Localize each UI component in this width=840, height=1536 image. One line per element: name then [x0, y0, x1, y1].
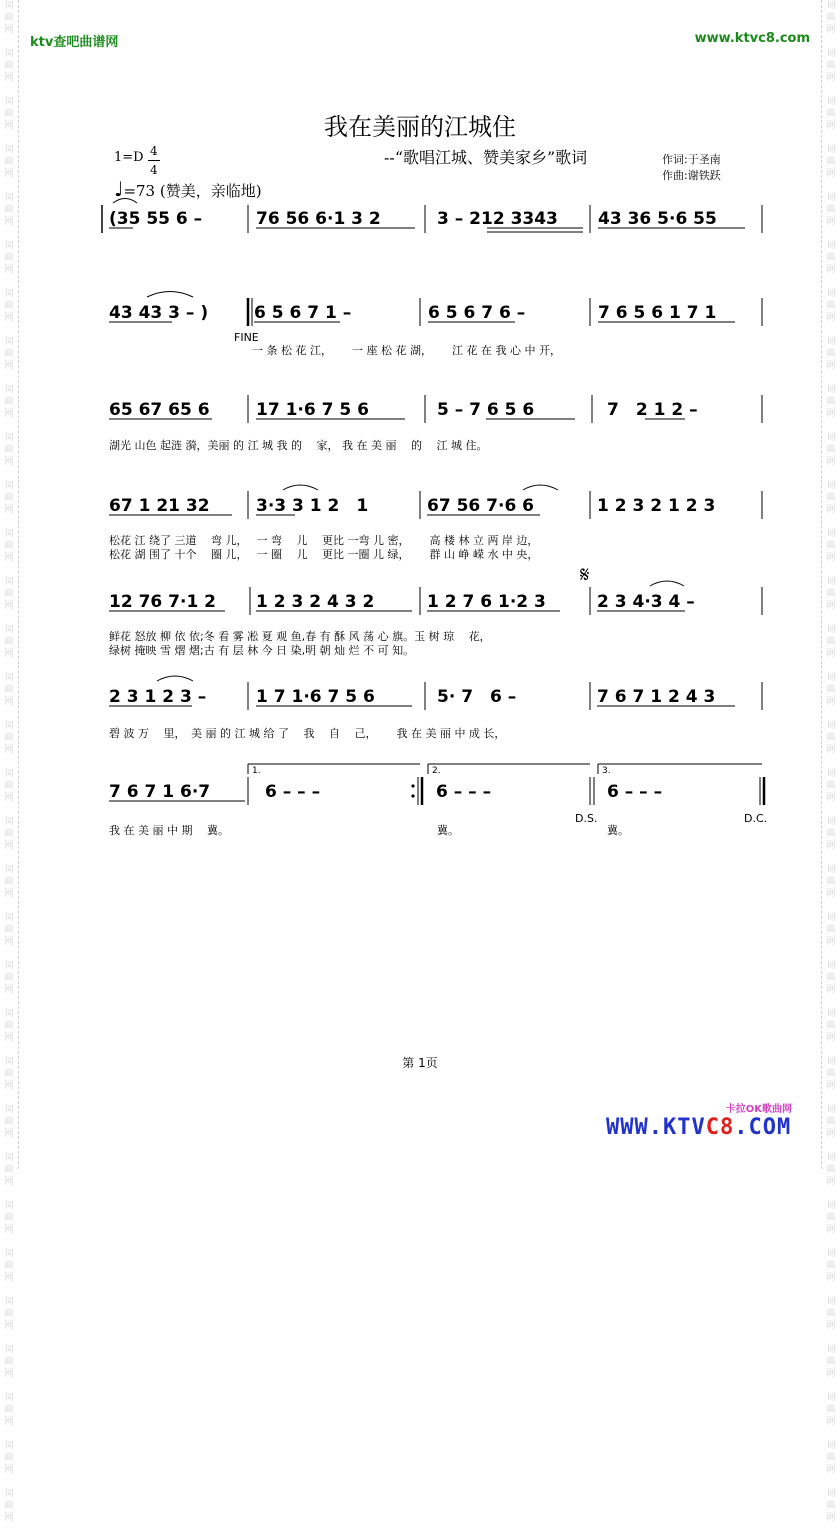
logo-url-tail: .COM	[734, 1115, 792, 1140]
watermark-char: 网	[4, 1081, 14, 1091]
watermark-char: 词	[4, 865, 14, 875]
logo-url-main: WWW.KTV	[606, 1115, 706, 1140]
watermark-char: 曲	[826, 733, 836, 743]
watermark-char: 词	[826, 385, 836, 395]
notes-r1-b: 76 56 6·1 3 2	[256, 209, 381, 229]
watermark-char: 曲	[826, 109, 836, 119]
watermark-char: 网	[826, 25, 836, 35]
watermark-char: 网	[826, 1369, 836, 1379]
watermark-char: 曲	[826, 877, 836, 887]
watermark-char: 词	[4, 769, 14, 779]
watermark-char: 词	[4, 385, 14, 395]
watermark-char: 网	[826, 697, 836, 707]
watermark-char: 网	[4, 1513, 14, 1523]
watermark-char: 曲	[4, 1165, 14, 1175]
watermark-gap	[822, 1380, 840, 1392]
watermark-gap	[822, 1236, 840, 1248]
watermark-char: 曲	[826, 781, 836, 791]
watermark-char: 词	[4, 1057, 14, 1067]
watermark-char: 网	[4, 793, 14, 803]
watermark-gap	[822, 1524, 840, 1536]
watermark-char: 曲	[826, 973, 836, 983]
watermark-char: 网	[826, 889, 836, 899]
watermark-char: 曲	[826, 1261, 836, 1271]
watermark-char: 曲	[826, 541, 836, 551]
logo-tagline: 卡拉OK歌曲网	[725, 1104, 792, 1115]
watermark-char: 网	[4, 25, 14, 35]
notes-r1-a: (35 55 6 –	[109, 209, 203, 229]
watermark-char: 曲	[4, 877, 14, 887]
notes-r3-a: 65 67 65 6	[109, 400, 210, 420]
watermark-char: 词	[826, 1153, 836, 1163]
watermark-char: 曲	[4, 1501, 14, 1511]
watermark-char: 词	[4, 145, 14, 155]
watermark-char: 词	[826, 1249, 836, 1259]
watermark-char: 词	[826, 1105, 836, 1115]
notes-r2-c: 6 5 6 7 6 –	[428, 303, 526, 323]
watermark-gap	[0, 1188, 18, 1200]
watermark-char: 词	[4, 1201, 14, 1211]
notes-r5-b: 1 2 3 2 4 3 2	[256, 592, 375, 612]
dc-mark: D.C.	[744, 812, 768, 825]
watermark-char: 网	[4, 409, 14, 419]
watermark-char: 曲	[4, 157, 14, 167]
watermark-char: 网	[826, 985, 836, 995]
watermark-char: 词	[4, 97, 14, 107]
watermark-char: 网	[4, 1321, 14, 1331]
watermark-char: 词	[4, 1009, 14, 1019]
watermark-char: 网	[4, 553, 14, 563]
watermark-char: 曲	[826, 349, 836, 359]
watermark-char: 网	[826, 1081, 836, 1091]
watermark-char: 网	[4, 1465, 14, 1475]
watermark-char: 词	[4, 481, 14, 491]
notation-row-6	[109, 676, 762, 710]
lyrics-line-5b: 绿树 掩映 雪 熠 熠;古 有 层 林 今 日 染,明 朝 灿 烂 不 可 知。	[109, 644, 415, 657]
watermark-char: 词	[826, 1297, 836, 1307]
watermark-char: 网	[4, 169, 14, 179]
watermark-char: 词	[4, 1249, 14, 1259]
watermark-char: 曲	[4, 1357, 14, 1367]
lyrics-line-4b: 松花 湖 围了 十个 圈 儿， 一 圈 儿 更比 一圈 儿 绿， 群 山 峥 嵘 水 中 央，	[109, 548, 539, 561]
watermark-char: 曲	[4, 1117, 14, 1127]
watermark-char: 词	[4, 913, 14, 923]
watermark-char: 曲	[4, 1069, 14, 1079]
watermark-char: 曲	[4, 253, 14, 263]
watermark-char: 曲	[826, 1165, 836, 1175]
watermark-char: 词	[4, 241, 14, 251]
notes-r5-a: 12 76 7·1 2	[109, 592, 217, 612]
lyrics-line-4a: 松花 江 绕了 三道 弯 儿， 一 弯 儿 更比 一弯 儿 密， 高 楼 林 立 两 岸 边，	[109, 534, 539, 547]
watermark-char: 曲	[826, 1117, 836, 1127]
watermark-char: 网	[826, 1177, 836, 1187]
watermark-char: 网	[4, 649, 14, 659]
page-number: 第 1页	[402, 1056, 438, 1070]
time-sig-bottom: 4	[150, 163, 158, 177]
watermark-char: 曲	[826, 1405, 836, 1415]
watermark-char: 曲	[4, 781, 14, 791]
watermark-char: 网	[826, 121, 836, 131]
watermark-char: 网	[826, 313, 836, 323]
watermark-char: 词	[826, 961, 836, 971]
watermark-char: 网	[826, 457, 836, 467]
logo-url-c8: C8	[705, 1115, 735, 1140]
watermark-char: 词	[826, 913, 836, 923]
notation-row-1	[102, 199, 762, 234]
watermark-char: 网	[4, 1417, 14, 1427]
tempo-expression: (赞美，亲临地)	[159, 182, 262, 200]
watermark-gap	[822, 1428, 840, 1440]
watermark-char: 词	[4, 1393, 14, 1403]
lyrics-line-7a: 我 在 美 丽 中 期 冀。	[109, 824, 229, 837]
watermark-char: 网	[4, 121, 14, 131]
volta-2: 2.	[432, 766, 441, 776]
notes-r4-c: 67 56 7·6 6	[427, 496, 535, 516]
site-url-right[interactable]: www.ktvc8.com	[694, 31, 810, 46]
segno-mark: 𝄋	[580, 563, 590, 588]
watermark-char: 曲	[826, 1213, 836, 1223]
watermark-char: 词	[826, 97, 836, 107]
watermark-char: 网	[826, 1513, 836, 1523]
watermark-char: 网	[826, 937, 836, 947]
watermark-char: 曲	[826, 397, 836, 407]
notes-r1-d: 43 36 5·6 55	[598, 209, 717, 229]
watermark-char: 网	[4, 1225, 14, 1235]
watermark-char: 网	[826, 1225, 836, 1235]
watermark-gap	[822, 1476, 840, 1488]
notation-row-4	[109, 485, 762, 519]
watermark-char: 曲	[826, 685, 836, 695]
watermark-char: 曲	[4, 1405, 14, 1415]
watermark-char: 曲	[4, 13, 14, 23]
watermark-char: 网	[826, 1273, 836, 1283]
watermark-char: 曲	[4, 589, 14, 599]
watermark-char: 词	[826, 1201, 836, 1211]
watermark-char: 曲	[4, 1213, 14, 1223]
watermark-char: 曲	[4, 637, 14, 647]
notes-r7-b: 6 – – –	[265, 782, 321, 802]
watermark-char: 曲	[826, 1453, 836, 1463]
watermark-char: 网	[826, 841, 836, 851]
watermark-char: 网	[826, 73, 836, 83]
watermark-char: 词	[826, 337, 836, 347]
watermark-char: 曲	[826, 253, 836, 263]
watermark-char: 词	[826, 1345, 836, 1355]
tempo-value: =73	[123, 182, 156, 200]
watermark-char: 曲	[826, 157, 836, 167]
watermark-char: 曲	[826, 205, 836, 215]
watermark-char: 网	[4, 217, 14, 227]
ds-mark: D.S.	[575, 812, 598, 825]
watermark-char: 网	[826, 1033, 836, 1043]
notation-row-3	[109, 395, 762, 423]
watermark-char: 词	[4, 721, 14, 731]
notes-r2-b: 6 5 6 7 1 –	[254, 303, 352, 323]
watermark-char: 网	[4, 985, 14, 995]
watermark-gap	[822, 1188, 840, 1200]
watermark-char: 曲	[4, 925, 14, 935]
watermark-char: 词	[826, 49, 836, 59]
watermark-char: 网	[4, 937, 14, 947]
watermark-char: 曲	[826, 61, 836, 71]
watermark-char: 曲	[826, 1501, 836, 1511]
volta-1: 1.	[252, 766, 261, 776]
watermark-char: 词	[826, 865, 836, 875]
watermark-char: 词	[4, 1153, 14, 1163]
watermark-char: 网	[4, 1369, 14, 1379]
watermark-gap	[0, 1380, 18, 1392]
watermark-char: 词	[826, 145, 836, 155]
watermark-char: 词	[4, 673, 14, 683]
watermark-char: 词	[4, 193, 14, 203]
watermark-char: 词	[4, 529, 14, 539]
watermark-char: 网	[4, 841, 14, 851]
watermark-char: 词	[4, 577, 14, 587]
watermark-char: 网	[4, 361, 14, 371]
watermark-gap	[0, 1428, 18, 1440]
watermark-char: 词	[4, 1, 14, 11]
watermark-char: 曲	[4, 301, 14, 311]
notes-r6-b: 1 7 1·6 7 5 6	[256, 687, 375, 707]
watermark-char: 网	[826, 265, 836, 275]
watermark-char: 网	[826, 601, 836, 611]
watermark-char: 曲	[826, 637, 836, 647]
watermark-char: 网	[4, 745, 14, 755]
watermark-char: 网	[4, 601, 14, 611]
watermark-char: 词	[826, 769, 836, 779]
notes-r6-d: 7 6 7 1 2 4 3	[597, 687, 716, 707]
fine-mark: FINE	[234, 331, 259, 344]
watermark-char: 网	[826, 505, 836, 515]
song-title: 我在美丽的江城住	[324, 113, 516, 141]
watermark-char: 网	[4, 1129, 14, 1139]
site-name-left[interactable]: ktv查吧曲谱网	[30, 35, 119, 50]
watermark-char: 曲	[4, 829, 14, 839]
time-sig-top: 4	[148, 142, 160, 161]
notes-r5-c: 1 2 7 6 1·2 3	[427, 592, 546, 612]
watermark-char: 词	[4, 49, 14, 59]
watermark-gap	[0, 1476, 18, 1488]
notes-r3-d: 7 2 1 2 –	[607, 400, 698, 420]
watermark-char: 网	[4, 1033, 14, 1043]
watermark-char: 网	[4, 313, 14, 323]
watermark-char: 曲	[4, 205, 14, 215]
watermark-char: 曲	[4, 1261, 14, 1271]
watermark-char: 网	[4, 1177, 14, 1187]
notes-r3-c: 5 – 7 6 5 6	[437, 400, 535, 420]
watermark-char: 词	[4, 817, 14, 827]
watermark-char: 曲	[4, 973, 14, 983]
watermark-char: 网	[4, 1273, 14, 1283]
notes-r4-a: 67 1 21 32	[109, 496, 210, 516]
watermark-char: 曲	[4, 1453, 14, 1463]
watermark-char: 词	[826, 577, 836, 587]
watermark-char: 曲	[4, 685, 14, 695]
site-logo[interactable]	[606, 1100, 816, 1146]
watermark-char: 词	[826, 1441, 836, 1451]
watermark-char: 词	[4, 1105, 14, 1115]
watermark-char: 网	[826, 409, 836, 419]
watermark-char: 词	[826, 1, 836, 11]
watermark-char: 词	[826, 1057, 836, 1067]
watermark-char: 网	[4, 457, 14, 467]
notes-r7-d: 6 – – –	[607, 782, 663, 802]
watermark-char: 网	[4, 505, 14, 515]
watermark-char: 曲	[826, 445, 836, 455]
notes-r7-c: 6 – – –	[436, 782, 492, 802]
watermark-char: 曲	[826, 301, 836, 311]
watermark-char: 网	[4, 73, 14, 83]
lyrics-line-3: 湖光 山色 起涟 漪，美丽 的 江 城 我 的 家， 我 在 美 丽 的 江 城 住。	[109, 439, 488, 452]
watermark-char: 词	[826, 673, 836, 683]
watermark-char: 网	[826, 361, 836, 371]
watermark-char: 词	[826, 1489, 836, 1499]
watermark-char: 曲	[826, 1021, 836, 1031]
watermark-char: 曲	[826, 589, 836, 599]
quarter-note-icon: ♩	[114, 177, 124, 201]
watermark-char: 曲	[826, 1309, 836, 1319]
lyrics-line-7b: 冀。	[437, 824, 459, 837]
lyricist: 作词:于圣南	[662, 153, 721, 166]
lyrics-line-6: 碧 波 万 里， 美 丽 的 江 城 给 了 我 自 己， 我 在 美 丽 中 成 长，	[109, 727, 506, 740]
watermark-char: 曲	[826, 829, 836, 839]
notation-row-5	[109, 581, 762, 615]
volta-3: 3.	[602, 766, 611, 776]
watermark-char: 网	[826, 1417, 836, 1427]
watermark-char: 曲	[826, 925, 836, 935]
notes-r3-b: 17 1·6 7 5 6	[256, 400, 369, 420]
watermark-char: 网	[826, 553, 836, 563]
watermark-gap	[822, 1284, 840, 1296]
watermark-char: 网	[826, 793, 836, 803]
watermark-char: 词	[4, 625, 14, 635]
notes-r6-a: 2 3 1 2 3 –	[109, 687, 207, 707]
notation-row-2	[109, 292, 762, 327]
watermark-char: 网	[826, 745, 836, 755]
watermark-char: 词	[4, 1489, 14, 1499]
song-subtitle: --“歌唱江城、赞美家乡”歌词	[384, 148, 588, 167]
watermark-char: 词	[826, 433, 836, 443]
watermark-char: 曲	[826, 493, 836, 503]
watermark-char: 曲	[4, 541, 14, 551]
watermark-char: 词	[4, 289, 14, 299]
watermark-char: 网	[826, 217, 836, 227]
lyrics-line-2: 一 条 松 花 江， 一 座 松 花 湖， 江 花 在 我 心 中 开，	[252, 344, 561, 357]
watermark-char: 网	[826, 169, 836, 179]
watermark-char: 网	[4, 265, 14, 275]
watermark-char: 词	[826, 721, 836, 731]
watermark-char: 词	[826, 817, 836, 827]
watermark-char: 网	[4, 697, 14, 707]
watermark-char: 词	[826, 1393, 836, 1403]
notes-r7-a: 7 6 7 1 6·7	[109, 782, 211, 802]
watermark-char: 网	[826, 1129, 836, 1139]
watermark-gap	[0, 1236, 18, 1248]
watermark-char: 词	[826, 481, 836, 491]
lyrics-line-7c: 冀。	[607, 824, 629, 837]
watermark-char: 曲	[4, 493, 14, 503]
notes-r4-b: 3·3 3 1 2 1	[256, 496, 369, 516]
watermark-gap	[0, 1284, 18, 1296]
key-signature: 1=D	[114, 150, 144, 165]
notes-r2-d: 7 6 5 6 1 7 1	[598, 303, 717, 323]
watermark-char: 网	[826, 1465, 836, 1475]
watermark-char: 网	[826, 1321, 836, 1331]
watermark-char: 词	[826, 1009, 836, 1019]
watermark-char: 曲	[826, 1069, 836, 1079]
watermark-char: 词	[4, 1441, 14, 1451]
watermark-char: 曲	[4, 397, 14, 407]
watermark-char: 曲	[4, 349, 14, 359]
watermark-char: 词	[4, 1297, 14, 1307]
watermark-gap	[0, 1332, 18, 1344]
watermark-char: 词	[826, 529, 836, 539]
watermark-char: 曲	[826, 13, 836, 23]
watermark-char: 词	[826, 625, 836, 635]
watermark-char: 网	[4, 889, 14, 899]
notes-r4-d: 1 2 3 2 1 2 3	[597, 496, 716, 516]
watermark-char: 曲	[4, 1021, 14, 1031]
notes-r5-d: 2 3 4·3 4 –	[597, 592, 695, 612]
watermark-gap	[0, 1524, 18, 1536]
notes-r1-c: 3 – 212 3343	[437, 209, 558, 229]
composer: 作曲:谢铁跃	[662, 169, 721, 182]
notes-r6-c: 5· 7 6 –	[437, 687, 517, 707]
watermark-char: 曲	[4, 109, 14, 119]
watermark-char: 曲	[826, 1357, 836, 1367]
watermark-char: 曲	[4, 445, 14, 455]
watermark-char: 曲	[4, 61, 14, 71]
logo-url	[606, 1115, 816, 1140]
watermark-char: 曲	[4, 1309, 14, 1319]
watermark-gap	[822, 1332, 840, 1344]
watermark-char: 网	[826, 649, 836, 659]
notes-r2-a: 43 43 3 – )	[109, 303, 209, 323]
watermark-char: 词	[826, 241, 836, 251]
watermark-char: 曲	[4, 733, 14, 743]
watermark-char: 词	[4, 433, 14, 443]
watermark-char: 词	[4, 1345, 14, 1355]
lyrics-line-5a: 鲜花 怒放 柳 依 依;冬 看 雾 凇 夏 观 鱼,春 有 酥 风 荡 心 旗。玉 树 琼 花，	[109, 630, 491, 643]
watermark-char: 词	[4, 961, 14, 971]
watermark-char: 词	[826, 289, 836, 299]
watermark-char: 词	[826, 193, 836, 203]
watermark-char: 词	[4, 337, 14, 347]
